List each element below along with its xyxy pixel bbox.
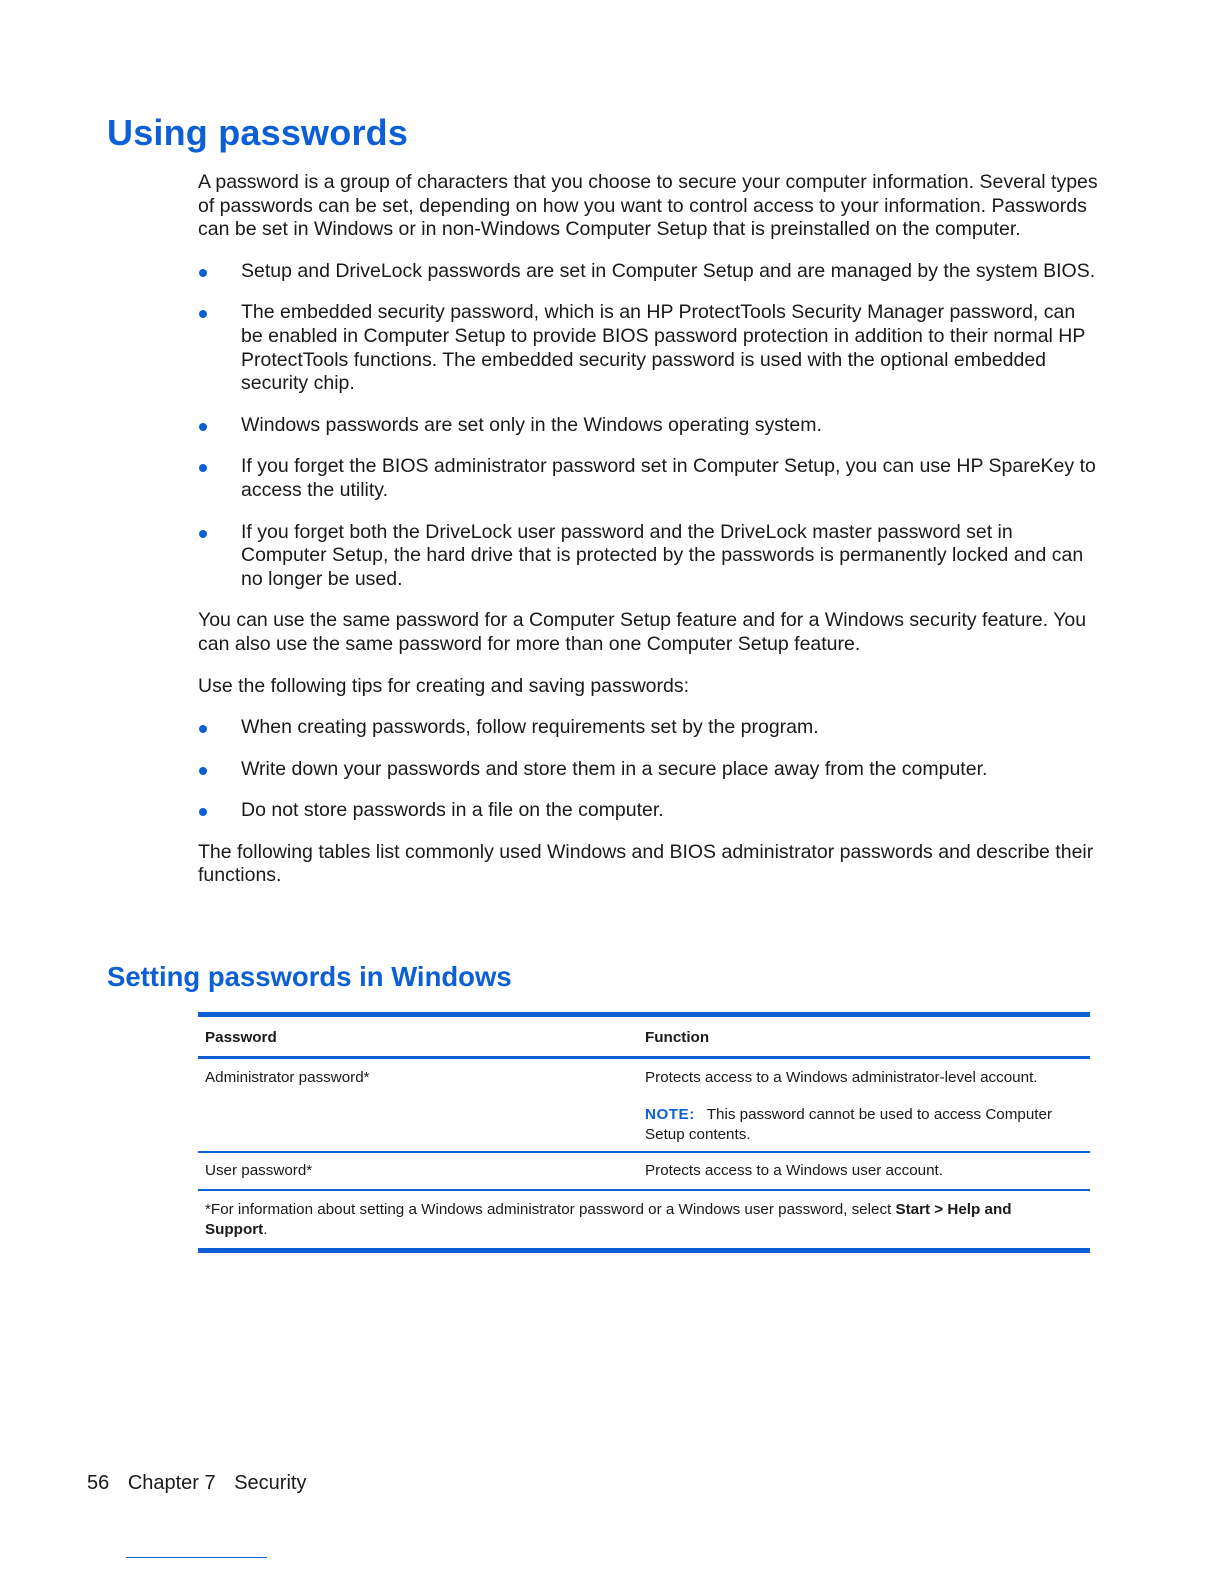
bullet-icon [199, 423, 207, 431]
list-item [198, 455, 1098, 502]
list-item-text: If you forget both the DriveLock user password and the DriveLock master password set in Computer Setup, the hard drive that is protected by the passwords is permanently locked and can no longer be used. [241, 520, 1084, 590]
main-content [198, 171, 1098, 906]
list-item-text: When creating passwords, follow requirements set by the program. [241, 716, 819, 739]
footnote-suffix: . [263, 1221, 268, 1238]
bullet-icon [199, 464, 207, 472]
table-header-row [198, 1017, 1090, 1059]
footer-section: Security [234, 1472, 307, 1494]
section-heading: Setting passwords in Windows [107, 961, 512, 992]
footer-divider [126, 1557, 267, 1558]
intro-paragraph: A password is a group of characters that you choose to secure your computer information. Several types of passwords can be set, depending on how you want to control access to your information. Passwords can be set in Windows or in non-Windows Computer Setup that is preinstalled on the computer. [198, 171, 1098, 241]
note-text: This password cannot be used to access Computer Setup contents. [645, 1106, 1053, 1143]
cell-function [645, 1059, 1090, 1151]
cell-function: Protects access to a Windows user account. [645, 1162, 943, 1179]
table-row [198, 1153, 1090, 1191]
list-item [198, 301, 1098, 395]
table-footnote [198, 1191, 1090, 1248]
footnote-path: Start > Help and Support [205, 1201, 1012, 1238]
function-text: Protects access to a Windows administrator-level account. [645, 1069, 1038, 1086]
bullet-icon [199, 310, 207, 318]
bullet-icon [199, 725, 207, 733]
cell-password: User password* [205, 1162, 313, 1179]
list-item-text: If you forget the BIOS administrator password set in Computer Setup, you can use HP SpareKey to access the utility. [241, 455, 1096, 501]
bullet-icon [199, 808, 207, 816]
list-item-text: Do not store passwords in a file on the computer. [241, 799, 664, 822]
bullet-icon [199, 767, 207, 775]
bullet-icon [199, 269, 207, 277]
same-password-paragraph: You can use the same password for a Computer Setup feature and for a Windows security feature. You can also use the same password for more than one Computer Setup feature. [198, 609, 1087, 655]
list-item [198, 521, 1098, 592]
header-function: Function [645, 1029, 710, 1046]
list-item [198, 716, 1098, 740]
note-label: NOTE: [645, 1106, 695, 1123]
password-types-list [198, 260, 1098, 592]
note [645, 1105, 1078, 1145]
list-item [198, 414, 1098, 438]
page-number: 56 [87, 1472, 110, 1494]
list-item-text: Write down your passwords and store them in a secure place away from the computer. [241, 757, 988, 780]
cell-password: Administrator password* [205, 1069, 370, 1086]
bullet-icon [199, 530, 207, 538]
list-item [198, 758, 1098, 782]
footer-chapter: Chapter 7 [127, 1472, 216, 1494]
tables-paragraph: The following tables list commonly used Windows and BIOS administrator passwords and describe their functions. [198, 840, 1094, 887]
list-item [198, 260, 1098, 284]
tips-list [198, 716, 1098, 823]
list-item [198, 799, 1098, 823]
page-footer [87, 1472, 319, 1495]
windows-passwords-table [198, 1012, 1090, 1253]
page-title: Using passwords [107, 112, 409, 153]
list-item-text: Windows passwords are set only in the Windows operating system. [241, 413, 822, 436]
header-password: Password [205, 1029, 277, 1046]
list-item-text: Setup and DriveLock passwords are set in Computer Setup and are managed by the system BIOS. [241, 259, 1096, 282]
table-row [198, 1059, 1090, 1153]
list-item-text: The embedded security password, which is an HP ProtectTools Security Manager password, can be enabled in Computer Setup to provide BIOS password protection in addition to their normal HP ProtectTools functions. The embedded security password is used with the optional embedded security chip. [241, 301, 1086, 395]
footnote-prefix: *For information about setting a Windows administrator password or a Windows user password, select [205, 1201, 896, 1218]
tips-intro: Use the following tips for creating and saving passwords: [198, 674, 690, 697]
